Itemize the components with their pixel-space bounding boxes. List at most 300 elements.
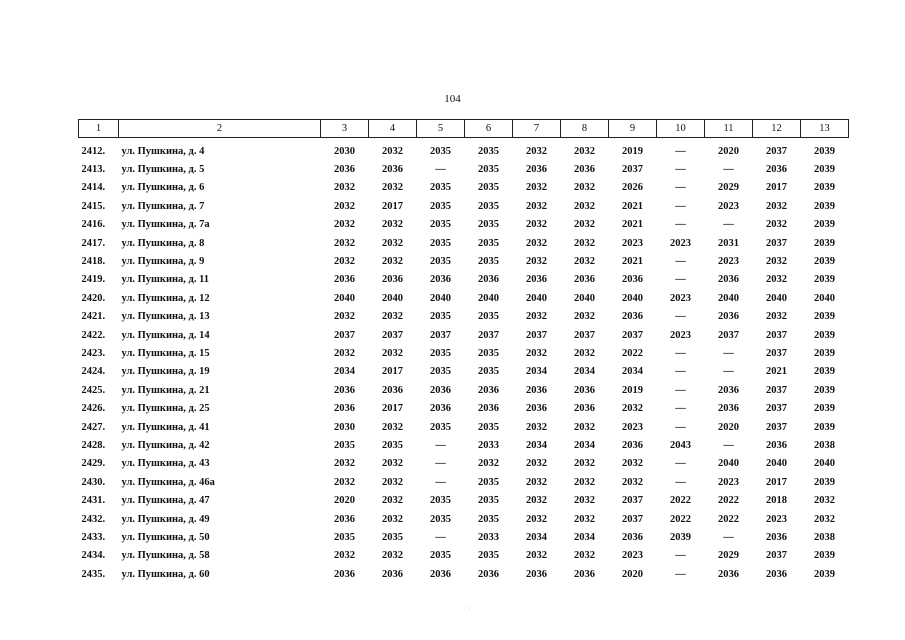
- column-header-7: 7: [513, 120, 561, 138]
- year-cell-col-4: 2035: [382, 439, 403, 451]
- year-cell-col-9: 2019: [622, 384, 643, 396]
- table-row: [79, 528, 849, 546]
- address-cell: ул. Пушкина, д. 50: [121, 531, 210, 543]
- year-cell-col-12: 2032: [766, 200, 787, 212]
- year-cell-col-8: 2032: [574, 550, 595, 562]
- year-cell-col-6: 2040: [478, 292, 499, 304]
- year-cell-col-13: 2039: [814, 329, 835, 341]
- year-cell-col-10: —: [675, 274, 686, 286]
- table-row: [79, 418, 849, 436]
- year-cell-col-9: 2032: [622, 476, 643, 488]
- year-cell-col-7: 2036: [526, 274, 547, 286]
- year-cell-col-6: 2035: [478, 366, 499, 378]
- row-number: 2417.: [81, 237, 106, 249]
- year-cell-col-11: 2040: [718, 292, 739, 304]
- row-number: 2433.: [81, 531, 106, 543]
- header-row: [79, 120, 849, 138]
- year-cell-col-3: 2040: [334, 292, 355, 304]
- year-cell-col-10: —: [675, 366, 686, 378]
- year-cell-col-9: 2023: [622, 421, 643, 433]
- year-cell-col-13: 2039: [814, 476, 835, 488]
- address-cell: ул. Пушкина, д. 7а: [121, 219, 210, 231]
- year-cell-col-13: 2032: [814, 513, 835, 525]
- address-cell: ул. Пушкина, д. 13: [121, 311, 210, 323]
- year-cell-col-13: 2032: [814, 495, 835, 507]
- column-header-13: 13: [801, 120, 849, 138]
- year-cell-col-9: 2022: [622, 347, 643, 359]
- year-cell-col-4: 2036: [382, 384, 403, 396]
- address-cell: ул. Пушкина, д. 9: [121, 256, 205, 268]
- table-row: [79, 473, 849, 491]
- year-cell-col-6: 2035: [478, 145, 499, 157]
- year-cell-col-3: 2036: [334, 568, 355, 580]
- row-number: 2419.: [81, 274, 106, 286]
- year-cell-col-11: 2040: [718, 458, 739, 470]
- year-cell-col-3: 2036: [334, 274, 355, 286]
- year-cell-col-7: 2032: [526, 256, 547, 268]
- year-cell-col-7: 2032: [526, 145, 547, 157]
- year-cell-col-3: 2036: [334, 513, 355, 525]
- row-number: 2432.: [81, 513, 106, 525]
- year-cell-col-8: 2040: [574, 292, 595, 304]
- year-cell-col-10: —: [675, 421, 686, 433]
- table-row: [79, 160, 849, 178]
- address-cell: ул. Пушкина, д. 47: [121, 495, 210, 507]
- year-cell-col-10: —: [675, 145, 686, 157]
- year-cell-col-6: 2035: [478, 421, 499, 433]
- year-cell-col-8: 2032: [574, 421, 595, 433]
- year-cell-col-5: 2035: [430, 145, 451, 157]
- year-cell-col-7: 2032: [526, 513, 547, 525]
- year-cell-col-12: 2037: [766, 403, 787, 415]
- year-cell-col-7: 2032: [526, 237, 547, 249]
- year-cell-col-4: 2032: [382, 182, 403, 194]
- row-number: 2428.: [81, 439, 106, 451]
- year-cell-col-9: 2040: [622, 292, 643, 304]
- year-cell-col-13: 2040: [814, 458, 835, 470]
- year-cell-col-5: 2036: [430, 384, 451, 396]
- year-cell-col-10: —: [675, 384, 686, 396]
- year-cell-col-3: 2035: [334, 439, 355, 451]
- year-cell-col-12: 2017: [766, 476, 787, 488]
- year-cell-col-4: 2032: [382, 219, 403, 231]
- year-cell-col-5: 2035: [430, 550, 451, 562]
- year-cell-col-4: 2032: [382, 421, 403, 433]
- row-number: 2425.: [81, 384, 106, 396]
- address-cell: ул. Пушкина, д. 12: [121, 292, 210, 304]
- year-cell-col-5: 2035: [430, 200, 451, 212]
- row-number: 2427.: [81, 421, 106, 433]
- table-row: [79, 381, 849, 399]
- year-cell-col-3: 2020: [334, 495, 355, 507]
- year-cell-col-5: 2036: [430, 568, 451, 580]
- column-header-12: 12: [753, 120, 801, 138]
- year-cell-col-11: 2023: [718, 200, 739, 212]
- year-cell-col-3: 2034: [334, 366, 355, 378]
- year-cell-col-11: 2029: [718, 182, 739, 194]
- year-cell-col-8: 2036: [574, 403, 595, 415]
- year-cell-col-4: 2036: [382, 568, 403, 580]
- year-cell-col-10: —: [675, 476, 686, 488]
- year-cell-col-8: 2036: [574, 568, 595, 580]
- year-cell-col-13: 2039: [814, 311, 835, 323]
- table-row: [79, 142, 849, 160]
- year-cell-col-12: 2040: [766, 458, 787, 470]
- year-cell-col-4: 2037: [382, 329, 403, 341]
- row-number: 2412.: [81, 145, 106, 157]
- year-cell-col-9: 2036: [622, 439, 643, 451]
- year-cell-col-7: 2032: [526, 550, 547, 562]
- year-cell-col-8: 2036: [574, 164, 595, 176]
- year-cell-col-9: 2032: [622, 458, 643, 470]
- year-cell-col-6: 2037: [478, 329, 499, 341]
- year-cell-col-12: 2032: [766, 274, 787, 286]
- year-cell-col-11: —: [723, 439, 734, 451]
- scan-speck: ·: [468, 604, 471, 613]
- row-number: 2415.: [81, 200, 106, 212]
- year-cell-col-6: 2035: [478, 256, 499, 268]
- table-header: [79, 120, 849, 138]
- year-cell-col-12: 2032: [766, 219, 787, 231]
- year-cell-col-9: 2019: [622, 145, 643, 157]
- year-cell-col-12: 2040: [766, 292, 787, 304]
- table-row: [79, 234, 849, 252]
- table-row: [79, 363, 849, 381]
- year-cell-col-12: 2036: [766, 439, 787, 451]
- year-cell-col-3: 2032: [334, 311, 355, 323]
- year-cell-col-7: 2036: [526, 403, 547, 415]
- year-cell-col-13: 2039: [814, 347, 835, 359]
- year-cell-col-8: 2036: [574, 274, 595, 286]
- year-cell-col-13: 2039: [814, 403, 835, 415]
- column-header-9: 9: [609, 120, 657, 138]
- year-cell-col-9: 2036: [622, 531, 643, 543]
- year-cell-col-13: 2039: [814, 550, 835, 562]
- year-cell-col-5: 2035: [430, 256, 451, 268]
- year-cell-col-9: 2026: [622, 182, 643, 194]
- column-header-5: 5: [417, 120, 465, 138]
- year-cell-col-13: 2039: [814, 384, 835, 396]
- year-cell-col-9: 2037: [622, 329, 643, 341]
- year-cell-col-10: —: [675, 200, 686, 212]
- year-cell-col-5: 2035: [430, 513, 451, 525]
- year-cell-col-8: 2032: [574, 256, 595, 268]
- year-cell-col-11: 2036: [718, 384, 739, 396]
- year-cell-col-11: —: [723, 219, 734, 231]
- year-cell-col-5: —: [435, 458, 446, 470]
- column-header-4: 4: [369, 120, 417, 138]
- year-cell-col-9: 2023: [622, 237, 643, 249]
- year-cell-col-11: 2036: [718, 311, 739, 323]
- year-cell-col-8: 2034: [574, 366, 595, 378]
- year-cell-col-9: 2037: [622, 513, 643, 525]
- row-number: 2424.: [81, 366, 106, 378]
- year-cell-col-3: 2036: [334, 384, 355, 396]
- table-row: [79, 308, 849, 326]
- address-cell: ул. Пушкина, д. 46а: [121, 476, 215, 488]
- table-row: [79, 436, 849, 454]
- year-cell-col-13: 2039: [814, 219, 835, 231]
- address-cell: ул. Пушкина, д. 15: [121, 347, 210, 359]
- year-cell-col-8: 2034: [574, 439, 595, 451]
- year-cell-col-7: 2032: [526, 219, 547, 231]
- year-cell-col-8: 2032: [574, 311, 595, 323]
- row-number: 2422.: [81, 329, 106, 341]
- address-cell: ул. Пушкина, д. 25: [121, 403, 210, 415]
- year-cell-col-11: 2022: [718, 495, 739, 507]
- address-cell: ул. Пушкина, д. 60: [121, 568, 210, 580]
- year-cell-col-12: 2037: [766, 421, 787, 433]
- table-row: [79, 197, 849, 215]
- row-number: 2429.: [81, 458, 106, 470]
- year-cell-col-11: —: [723, 164, 734, 176]
- row-number: 2413.: [81, 164, 106, 176]
- year-cell-col-11: 2037: [718, 329, 739, 341]
- year-cell-col-7: 2032: [526, 200, 547, 212]
- column-header-3: 3: [321, 120, 369, 138]
- year-cell-col-3: 2032: [334, 200, 355, 212]
- column-header-10: 10: [657, 120, 705, 138]
- year-cell-col-9: 2021: [622, 256, 643, 268]
- column-header-1: 1: [79, 120, 119, 138]
- table-row: [79, 271, 849, 289]
- year-cell-col-5: 2036: [430, 274, 451, 286]
- year-cell-col-13: 2040: [814, 292, 835, 304]
- year-cell-col-7: 2032: [526, 495, 547, 507]
- year-cell-col-7: 2034: [526, 366, 547, 378]
- year-cell-col-11: 2036: [718, 403, 739, 415]
- year-cell-col-4: 2032: [382, 256, 403, 268]
- row-number: 2434.: [81, 550, 106, 562]
- year-cell-col-8: 2032: [574, 347, 595, 359]
- row-number: 2430.: [81, 476, 106, 488]
- year-cell-col-5: 2037: [430, 329, 451, 341]
- row-number: 2416.: [81, 219, 106, 231]
- year-cell-col-10: —: [675, 182, 686, 194]
- year-cell-col-12: 2017: [766, 182, 787, 194]
- column-header-8: 8: [561, 120, 609, 138]
- year-cell-col-12: 2037: [766, 145, 787, 157]
- year-cell-col-12: 2032: [766, 256, 787, 268]
- year-cell-col-7: 2034: [526, 439, 547, 451]
- year-cell-col-3: 2032: [334, 476, 355, 488]
- year-cell-col-3: 2032: [334, 550, 355, 562]
- year-cell-col-13: 2039: [814, 256, 835, 268]
- table-row: [79, 344, 849, 362]
- year-cell-col-10: —: [675, 458, 686, 470]
- year-cell-col-7: 2032: [526, 311, 547, 323]
- year-cell-col-4: 2032: [382, 347, 403, 359]
- year-cell-col-5: —: [435, 531, 446, 543]
- year-cell-col-9: 2036: [622, 311, 643, 323]
- row-number: 2435.: [81, 568, 106, 580]
- year-cell-col-5: 2035: [430, 311, 451, 323]
- year-cell-col-4: 2035: [382, 531, 403, 543]
- address-cell: ул. Пушкина, д. 19: [121, 366, 210, 378]
- column-header-6: 6: [465, 120, 513, 138]
- year-cell-col-6: 2035: [478, 200, 499, 212]
- year-cell-col-6: 2033: [478, 531, 499, 543]
- year-cell-col-6: 2033: [478, 439, 499, 451]
- year-cell-col-8: 2032: [574, 237, 595, 249]
- year-cell-col-8: 2032: [574, 219, 595, 231]
- year-cell-col-5: —: [435, 164, 446, 176]
- year-cell-col-5: 2035: [430, 237, 451, 249]
- year-cell-col-10: 2023: [670, 292, 691, 304]
- year-cell-col-5: 2035: [430, 182, 451, 194]
- year-cell-col-10: —: [675, 347, 686, 359]
- column-header-2: 2: [119, 120, 321, 138]
- year-cell-col-6: 2035: [478, 550, 499, 562]
- table-row: [79, 510, 849, 528]
- address-cell: ул. Пушкина, д. 42: [121, 439, 210, 451]
- year-cell-col-13: 2039: [814, 237, 835, 249]
- year-cell-col-11: 2031: [718, 237, 739, 249]
- table-row: [79, 565, 849, 583]
- year-cell-col-11: 2036: [718, 274, 739, 286]
- row-number: 2431.: [81, 495, 106, 507]
- row-number: 2420.: [81, 292, 106, 304]
- row-number: 2426.: [81, 403, 106, 415]
- year-cell-col-10: 2022: [670, 513, 691, 525]
- year-cell-col-7: 2036: [526, 568, 547, 580]
- year-cell-col-4: 2032: [382, 145, 403, 157]
- year-cell-col-9: 2021: [622, 219, 643, 231]
- year-cell-col-12: 2037: [766, 237, 787, 249]
- year-cell-col-7: 2036: [526, 164, 547, 176]
- year-cell-col-4: 2017: [382, 200, 403, 212]
- year-cell-col-8: 2037: [574, 329, 595, 341]
- address-cell: ул. Пушкина, д. 41: [121, 421, 210, 433]
- year-cell-col-5: —: [435, 439, 446, 451]
- year-cell-col-5: 2035: [430, 495, 451, 507]
- year-cell-col-10: —: [675, 568, 686, 580]
- year-cell-col-11: 2020: [718, 421, 739, 433]
- year-cell-col-4: 2017: [382, 366, 403, 378]
- year-cell-col-13: 2038: [814, 531, 835, 543]
- year-cell-col-12: 2037: [766, 347, 787, 359]
- year-cell-col-12: 2021: [766, 366, 787, 378]
- year-cell-col-11: 2036: [718, 568, 739, 580]
- year-cell-col-3: 2030: [334, 145, 355, 157]
- column-header-11: 11: [705, 120, 753, 138]
- year-cell-col-3: 2036: [334, 164, 355, 176]
- year-cell-col-8: 2032: [574, 200, 595, 212]
- year-cell-col-10: 2039: [670, 531, 691, 543]
- address-cell: ул. Пушкина, д. 5: [121, 164, 205, 176]
- year-cell-col-5: 2036: [430, 403, 451, 415]
- year-cell-col-11: —: [723, 366, 734, 378]
- address-cell: ул. Пушкина, д. 4: [121, 145, 205, 157]
- year-cell-col-12: 2036: [766, 164, 787, 176]
- year-cell-col-10: 2023: [670, 329, 691, 341]
- year-cell-col-8: 2032: [574, 458, 595, 470]
- year-cell-col-12: 2032: [766, 311, 787, 323]
- year-cell-col-4: 2032: [382, 476, 403, 488]
- year-cell-col-12: 2037: [766, 550, 787, 562]
- year-cell-col-7: 2037: [526, 329, 547, 341]
- year-cell-col-6: 2032: [478, 458, 499, 470]
- year-cell-col-12: 2037: [766, 329, 787, 341]
- address-cell: ул. Пушкина, д. 11: [121, 274, 210, 286]
- table-row: [79, 289, 849, 307]
- year-cell-col-6: 2035: [478, 495, 499, 507]
- year-cell-col-3: 2032: [334, 347, 355, 359]
- year-cell-col-12: 2018: [766, 495, 787, 507]
- year-cell-col-9: 2023: [622, 550, 643, 562]
- year-cell-col-13: 2039: [814, 568, 835, 580]
- table-row: [79, 399, 849, 417]
- year-cell-col-6: 2035: [478, 237, 499, 249]
- year-cell-col-6: 2035: [478, 219, 499, 231]
- year-cell-col-13: 2038: [814, 439, 835, 451]
- year-cell-col-10: 2023: [670, 237, 691, 249]
- address-cell: ул. Пушкина, д. 58: [121, 550, 210, 562]
- year-cell-col-4: 2032: [382, 237, 403, 249]
- year-cell-col-5: 2035: [430, 366, 451, 378]
- year-cell-col-3: 2037: [334, 329, 355, 341]
- year-cell-col-4: 2036: [382, 164, 403, 176]
- year-cell-col-9: 2037: [622, 164, 643, 176]
- address-cell: ул. Пушкина, д. 7: [121, 200, 205, 212]
- year-cell-col-8: 2032: [574, 145, 595, 157]
- year-cell-col-9: 2032: [622, 403, 643, 415]
- year-cell-col-3: 2030: [334, 421, 355, 433]
- year-cell-col-5: 2035: [430, 219, 451, 231]
- year-cell-col-10: —: [675, 403, 686, 415]
- year-cell-col-12: 2036: [766, 568, 787, 580]
- year-cell-col-13: 2039: [814, 200, 835, 212]
- year-cell-col-9: 2021: [622, 200, 643, 212]
- year-cell-col-6: 2036: [478, 568, 499, 580]
- table-row: [79, 326, 849, 344]
- year-cell-col-5: 2035: [430, 421, 451, 433]
- year-cell-col-6: 2035: [478, 476, 499, 488]
- address-cell: ул. Пушкина, д. 49: [121, 513, 210, 525]
- year-cell-col-6: 2035: [478, 311, 499, 323]
- year-cell-col-11: 2023: [718, 476, 739, 488]
- address-cell: ул. Пушкина, д. 43: [121, 458, 210, 470]
- year-cell-col-10: —: [675, 550, 686, 562]
- year-cell-col-4: 2032: [382, 550, 403, 562]
- year-cell-col-11: —: [723, 531, 734, 543]
- year-cell-col-13: 2039: [814, 421, 835, 433]
- year-cell-col-4: 2032: [382, 495, 403, 507]
- year-cell-col-6: 2035: [478, 513, 499, 525]
- table-row: [79, 216, 849, 234]
- year-cell-col-6: 2036: [478, 403, 499, 415]
- year-cell-col-8: 2034: [574, 531, 595, 543]
- year-cell-col-7: 2036: [526, 384, 547, 396]
- year-cell-col-3: 2032: [334, 458, 355, 470]
- year-cell-col-8: 2032: [574, 476, 595, 488]
- year-cell-col-3: 2032: [334, 182, 355, 194]
- year-cell-col-7: 2034: [526, 531, 547, 543]
- year-cell-col-10: —: [675, 256, 686, 268]
- year-cell-col-3: 2035: [334, 531, 355, 543]
- year-cell-col-13: 2039: [814, 182, 835, 194]
- address-cell: ул. Пушкина, д. 6: [121, 182, 205, 194]
- year-cell-col-4: 2032: [382, 311, 403, 323]
- year-cell-col-5: —: [435, 476, 446, 488]
- year-cell-col-6: 2036: [478, 274, 499, 286]
- year-cell-col-9: 2037: [622, 495, 643, 507]
- table-row: [79, 179, 849, 197]
- year-cell-col-10: 2043: [670, 439, 691, 451]
- year-cell-col-3: 2032: [334, 237, 355, 249]
- address-cell: ул. Пушкина, д. 14: [121, 329, 210, 341]
- year-cell-col-7: 2032: [526, 458, 547, 470]
